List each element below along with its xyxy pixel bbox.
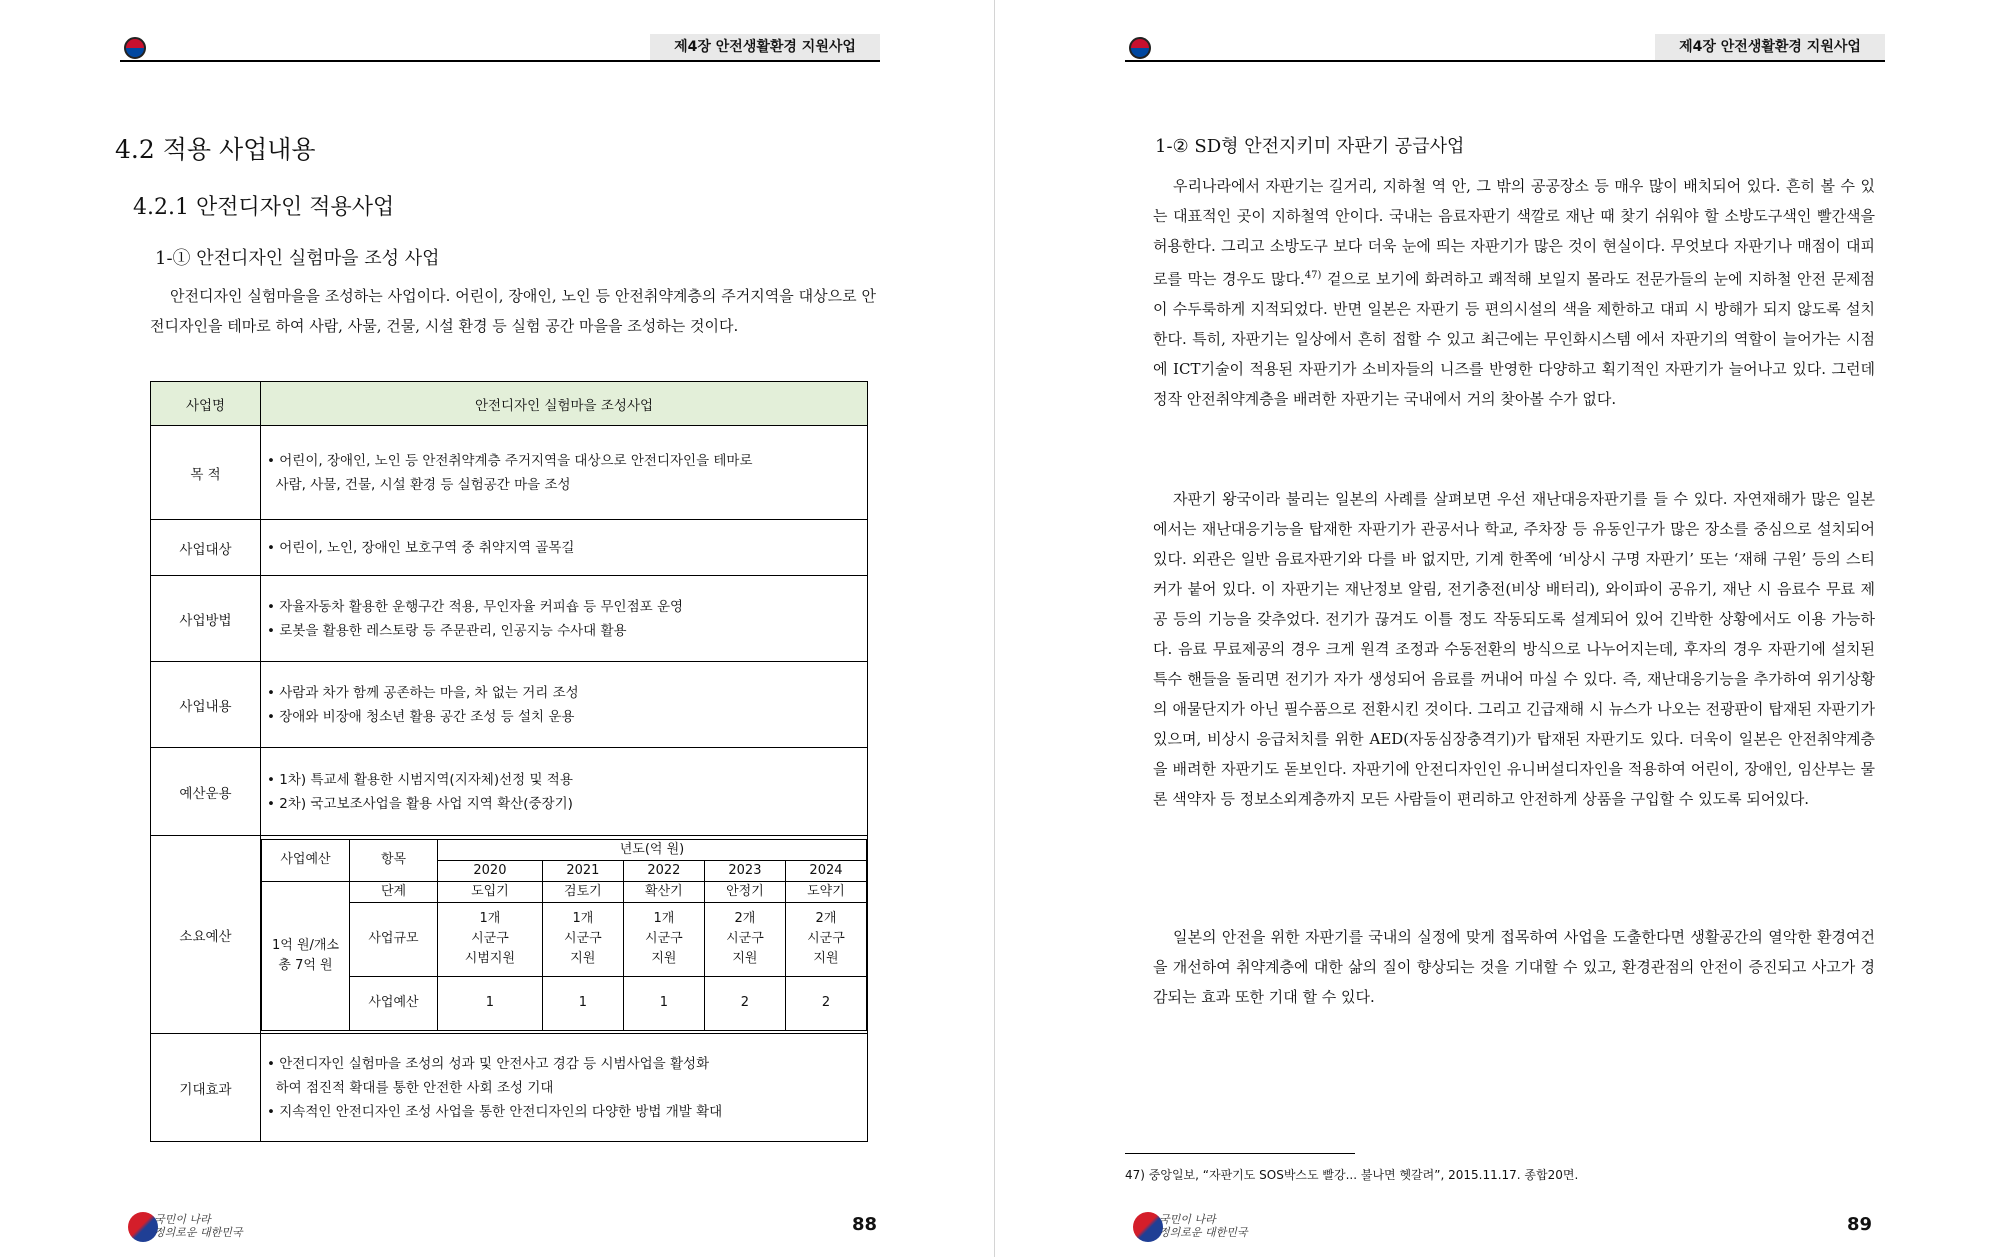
row-line: • 장애와 비장애 청소년 활용 공간 조성 등 설치 운용 <box>267 708 575 725</box>
row-line: • 1차) 특교세 활용한 시범지역(지자체)선정 및 적용 <box>267 771 573 788</box>
subsection-heading: 4.2.1 안전디자인 적용사업 <box>133 195 395 220</box>
scale-cell: 1개 시군구 지원 <box>542 902 623 976</box>
budget-table <box>261 839 867 1031</box>
stage-cell: 검토기 <box>542 881 623 902</box>
amount-cell: 1 <box>623 976 704 1030</box>
page-number: 88 <box>852 1214 878 1235</box>
row-label: 예산운용 <box>151 748 261 836</box>
budget-col-header: 항목 <box>350 839 438 881</box>
year-cell: 2021 <box>542 860 623 881</box>
scale-label: 사업규모 <box>350 902 438 976</box>
amount-cell: 2 <box>704 976 785 1030</box>
chapter-title: 제4장 안전생활환경 지원사업 <box>1655 34 1885 60</box>
body-paragraph: 자판기 왕국이라 불리는 일본의 사례를 살펴보면 우선 재난대응자판기를 들 수 있다. 자연재해가 많은 일본에서는 재난대응기능을 탑재한 자판기가 관공서나 학교, 주차장 등 유동인구가 많은 장소를 중심으로 설치되어 있다. 외관은 일반 음료자판기와 다를 바 없지만, 기계 한쪽에 ‘비상시 구명 자판기’ 또는 ‘재해 구원’ 등의 스티커가 붙어 있다. 이 자판기는 재난정보 알림, 전기충전(비상 배터리), 와이파이 공유기, 재난 시 음료수 무료 제공 등의 기능을 갖추었다. 전기가 끊겨도 이틀 정도 작동되도록 설계되어 있어 긴박한 상황에서도 이용 가능하다. 음료 무료제공의 경우 크게 원격 조정과 수동전환의 방식으로 나누어지는데, 후자의 경우 자판기에 설치된 특수 핸들을 돌리면 전기가 자가 생성되어 음료를 꺼내어 마실 수 있다. 즉, 재난대응기능을 추가하여 위기상황의 애물단지가 아닌 필수품으로 전환시킨 것이다. 그리고 긴급재해 시 뉴스가 나오는 전광판이 탑재된 자판기가 있으며, 비상시 응급처치를 위한 AED(자동심장충격기)가 탑재된 자판기도 있다. 더욱이 일본은 안전취약계층을 배려한 자판기도 돋보인다. 자판기에 안전디자인인 유니버설디자인을 적용하여 어린이, 장애인, 임산부는 물론 색약자 등 정보소외계층까지 모든 사람들이 편리하고 안전하게 상품을 구입할 수 있도록 되어있다. <box>1153 490 1875 808</box>
logo-text: 국민이 나라 <box>154 1213 211 1226</box>
right-page <box>995 0 1989 1257</box>
footnote: 47) 중앙일보, “자판기도 SOS박스도 빨강... 불나면 헷갈려”, 2015.11.17. 종합20면. <box>1125 1168 1579 1182</box>
year-cell: 2023 <box>704 860 785 881</box>
row-label: 사업내용 <box>151 662 261 748</box>
row-line: • 어린이, 노인, 장애인 보호구역 중 취약지역 골목길 <box>261 520 868 576</box>
chapter-title: 제4장 안전생활환경 지원사업 <box>650 34 880 60</box>
scale-cell: 2개 시군구 지원 <box>785 902 866 976</box>
row-label: 소요예산 <box>151 836 261 1034</box>
stage-cell: 확산기 <box>623 881 704 902</box>
intro-paragraph: 안전디자인 실험마을을 조성하는 사업이다. 어린이, 장애인, 노인 등 안전취약계층의 주거지역을 대상으로 안전디자인을 테마로 하여 사람, 사물, 건물, 시설 환경 등 실험 공간 마을을 조성하는 것이다. <box>150 287 876 335</box>
table-row <box>151 1034 868 1142</box>
logo-text: 정의로운 대한민국 <box>1159 1226 1248 1239</box>
budget-row <box>151 836 868 1034</box>
logo-text: 국민이 나라 <box>1159 1213 1216 1226</box>
item-heading: 1-① 안전디자인 실험마을 조성 사업 <box>155 248 440 269</box>
table-row <box>151 662 868 748</box>
table-header-value: 안전디자인 실험마을 조성사업 <box>261 382 868 426</box>
row-line: • 2차) 국고보조사업을 활용 사업 지역 확산(중장기) <box>267 795 573 812</box>
stage-cell: 안정기 <box>704 881 785 902</box>
government-logo <box>128 1210 248 1244</box>
row-label: 사업대상 <box>151 520 261 576</box>
body-paragraph: 일본의 안전을 위한 자판기를 국내의 실정에 맞게 접목하여 사업을 도출한다면 생활공간의 열악한 환경여건을 개선하여 취약계층에 대한 삶의 질이 향상되는 것을 기대할 수 있고, 환경관점의 안전이 증진되고 사고가 경감되는 효과 또한 기대 할 수 있다. <box>1153 928 1875 1006</box>
row-line: • 어린이, 장애인, 노인 등 안전취약계층 주거지역을 대상으로 안전디자인을 테마로 <box>267 452 753 469</box>
government-logo <box>1133 1210 1253 1244</box>
row-label: 목 적 <box>151 426 261 520</box>
row-line: • 사람과 차가 함께 공존하는 마을, 차 없는 거리 조성 <box>267 684 579 701</box>
amount-cell: 2 <box>785 976 866 1030</box>
row-line: • 안전디자인 실험마을 조성의 성과 및 안전사고 경감 등 시범사업을 활성화 <box>267 1055 710 1072</box>
table-row <box>151 748 868 836</box>
project-table <box>150 381 868 1142</box>
budget-total: 1억 원/개소 <box>271 937 339 953</box>
budget-col-header: 사업예산 <box>262 839 350 881</box>
emblem-icon <box>124 37 146 59</box>
amount-cell: 1 <box>542 976 623 1030</box>
scale-cell: 1개 시군구 지원 <box>623 902 704 976</box>
body-paragraph: 우리나라에서 자판기는 길거리, 지하철 역 안, 그 밖의 공공장소 등 매우 많이 배치되어 있다. 흔히 볼 수 있는 대표적인 곳이 지하철역 안이다. 국내는 음료자판기 색깔로 재난 때 찾기 쉬워야 할 소방도구색인 빨간색을 허용한다. 그리고 소방도구 보다 더욱 눈에 띄는 자판기가 많은 것이 현실이다. 무엇보다 자판기나 매점이 대피로를 막는 경우도 많다.$^{47)}$ 겉으로 보기에 화려하고 쾌적해 보일지 몰라도 전문가들의 눈에 지하철 안전 문제점이 수두룩하게 지적되었다. 반면 일본은 자판기 등 편의시설의 색을 제한하고 대피 시 방해가 되지 않도록 설치한다. 특히, 자판기는 일상에서 흔히 접할 수 있고 최근에는 무인화시스템 에서 자판기의 역할이 늘어가는 시점에 ICT기술이 적용된 자판기가 소비자들의 니즈를 반영한 다양하고 획기적인 자판기가 늘어나고 있다. 그런데 정작 안전취약계층을 배려한 자판기는 국내에서 거의 찾아볼 수가 없다. <box>1153 177 1875 408</box>
years-header: 년도(억 원) <box>438 839 867 860</box>
budget-total: 총 7억 원 <box>278 957 333 973</box>
row-line: 사람, 사물, 건물, 시설 환경 등 실험공간 마을 조성 <box>267 476 571 493</box>
stage-cell: 도입기 <box>438 881 543 902</box>
stage-label: 단계 <box>350 881 438 902</box>
scale-cell: 2개 시군구 지원 <box>704 902 785 976</box>
footnote-rule <box>1125 1153 1355 1154</box>
emblem-icon <box>1129 37 1151 59</box>
scale-cell: 1개 시군구 시범지원 <box>438 902 543 976</box>
row-line: • 자율자동차 활용한 운행구간 적용, 무인자율 커피숍 등 무인점포 운영 <box>267 598 684 615</box>
section-heading: 4.2 적용 사업내용 <box>115 135 316 164</box>
left-page <box>0 0 994 1257</box>
table-row <box>151 520 868 576</box>
row-line: • 지속적인 안전디자인 조성 사업을 통한 안전디자인의 다양한 방법 개발 확대 <box>267 1103 723 1120</box>
year-cell: 2022 <box>623 860 704 881</box>
amount-label: 사업예산 <box>350 976 438 1030</box>
row-line: • 로봇을 활용한 레스토랑 등 주문관리, 인공지능 수사대 활용 <box>267 622 627 639</box>
table-row <box>151 426 868 520</box>
stage-cell: 도약기 <box>785 881 866 902</box>
logo-text: 정의로운 대한민국 <box>154 1226 243 1239</box>
table-row <box>151 576 868 662</box>
year-cell: 2024 <box>785 860 866 881</box>
page-header <box>1125 34 1885 62</box>
row-label: 기대효과 <box>151 1034 261 1142</box>
footnote-ref: 47) <box>1304 270 1322 281</box>
item-heading: 1-② SD형 안전지키미 자판기 공급사업 <box>1155 136 1465 157</box>
row-label: 사업방법 <box>151 576 261 662</box>
amount-cell: 1 <box>438 976 543 1030</box>
year-cell: 2020 <box>438 860 543 881</box>
page-header <box>120 34 880 62</box>
table-header-label: 사업명 <box>151 382 261 426</box>
page-number: 89 <box>1847 1214 1873 1235</box>
row-line: 하여 점진적 확대를 통한 안전한 사회 조성 기대 <box>267 1079 554 1096</box>
